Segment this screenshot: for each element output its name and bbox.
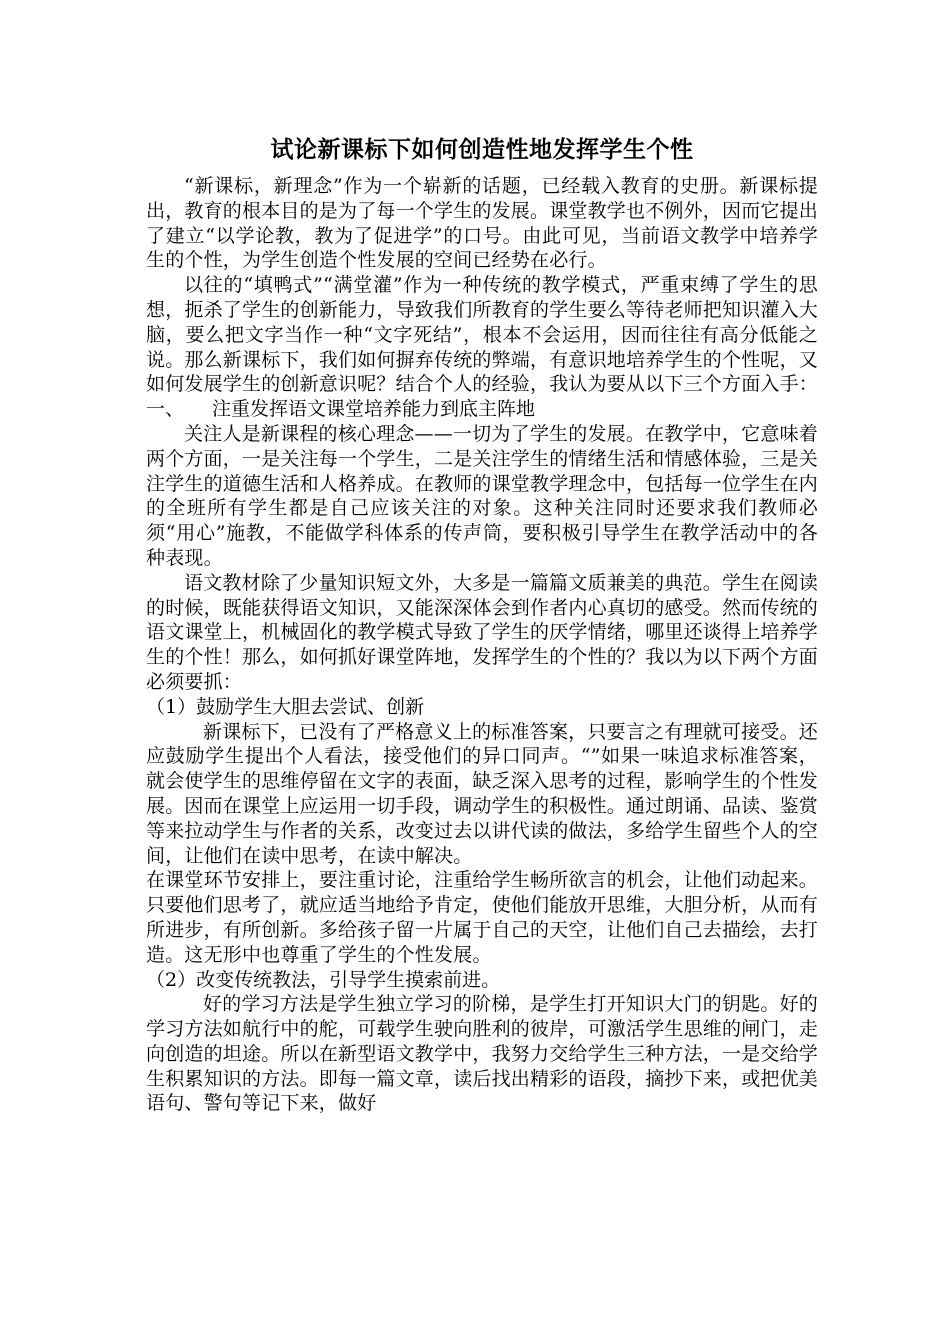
intro-paragraph-2: 以往的“填鸭式”“满堂灌”作为一种传统的教学模式，严重束缚了学生的思想，扼杀了学生的创新能力，导致我们所教育的学生要么等待老师把知识灌入大脑，要么把文字当作一种“文字死结”，根本不会运用，因而往往有高分低能之说。那么新课标下，我们如何摒弃传统的弊端，有意识地培养学生的个性呢，又如何发展学生的创新意识呢？结合个人的经验，我认为要从以下三个方面入手： (146, 274, 819, 396)
subsection-1-paragraph-2: 在课堂环节安排上，要注重讨论，注重给学生畅所欲言的机会，让他们动起来。只要他们思考了，就应适当地给予肯定，使他们能放开思维，大胆分析，从而有所进步，有所创新。多给孩子留一片属于自己的天空，让他们自己去描绘，去打造。这无形中也尊重了学生的个性发展。 (146, 869, 819, 966)
section-1-paragraph-2: 语文教材除了少量知识短文外，大多是一篇篇文质兼美的典范。学生在阅读的时候，既能获得语文知识，又能深深体会到作者内心真切的感受。然而传统的语文课堂上，机械固化的教学模式导致了学生的厌学情绪，哪里还谈得上培养学生的个性！那么，如何抓好课堂阵地，发挥学生的个性的？我以为以下两个方面必须要抓： (146, 571, 819, 693)
subsection-2-paragraph-1: 好的学习方法是学生独立学习的阶梯，是学生打开知识大门的钥匙。好的学习方法如航行中的舵，可载学生驶向胜利的彼岸，可激活学生思维的闸门，走向创造的坦途。所以在新型语文教学中，我努力交给学生三种方法，一是交给学生积累知识的方法。即每一篇文章，读后找出精彩的语段，摘抄下来，或把优美语句、警句等记下来，做好 (146, 993, 819, 1115)
section-1-heading-text: 注重发挥语文课堂培养能力到底主阵地 (212, 398, 536, 421)
section-1-heading (146, 397, 818, 422)
document-title: 试论新课标下如何创造性地发挥学生个性 (270, 137, 694, 163)
document-page (146, 134, 818, 1116)
subsection-1-paragraph-1: 新课标下，已没有了严格意义上的标准答案，只要言之有理就可接受。还应鼓励学生提出个人看法，接受他们的异口同声。“”如果一味追求标准答案，就会使学生的思维停留在文字的表面，缺乏深入思考的过程，影响学生的个性发展。因而在课堂上应运用一切手段，调动学生的积极性。通过朗诵、品读、鉴赏等来拉动学生与作者的关系，改变过去以讲代读的做法，多给学生留些个人的空间，让他们在读中思考，在读中解决。 (146, 720, 819, 867)
intro-paragraph-1: “新课标，新理念”作为一个崭新的话题，已经载入教育的史册。新课标提出，教育的根本目的是为了每一个学生的发展。课堂教学也不例外，因而它提出了建立“以学论教，教为了促进学”的口号。由此可见，当前语文教学中培养学生的个性，为学生创造个性发展的空间已经势在必行。 (146, 175, 819, 272)
subsection-2-heading: （2）改变传统教法，引导学生摸索前进。 (146, 968, 501, 991)
section-1-number: 一、 (146, 398, 185, 421)
subsection-1-heading: （1）鼓励学生大胆去尝试、创新 (146, 695, 425, 718)
section-1-paragraph-1: 关注人是新课程的核心理念——一切为了学生的发展。在教学中，它意味着两个方面，一是关注每一个学生，二是关注学生的情绪生活和情感体验，三是关注学生的道德生活和人格养成。在教师的课堂教学理念中，包括每一位学生在内的全班所有学生都是自己应该关注的对象。这种关注同时还要求我们教师必须“用心”施教，不能做学科体系的传声筒，要积极引导学生在教学活动中的各种表现。 (146, 422, 819, 569)
